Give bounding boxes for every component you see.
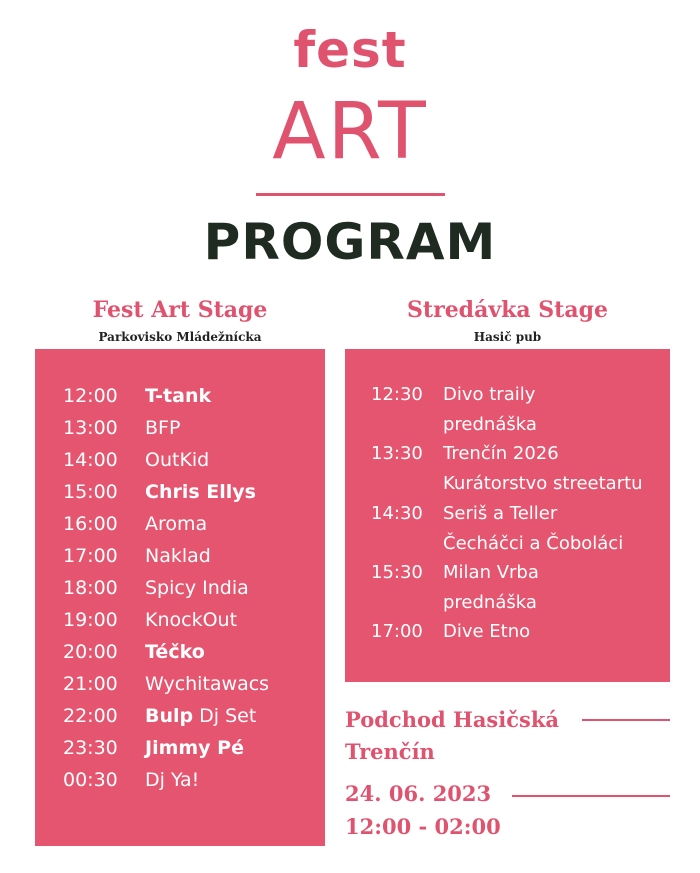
- performer: Naklad: [145, 545, 211, 567]
- venue-street: Podchod Hasičská: [345, 707, 559, 732]
- venue-city: Trenčín: [345, 739, 435, 764]
- schedule-row: [35, 669, 325, 699]
- time: 20:00: [63, 641, 118, 663]
- left-stage-title: Fest Art Stage: [92, 297, 268, 323]
- schedule-row: [35, 509, 325, 539]
- time: 00:30: [63, 769, 118, 791]
- time: 13:00: [63, 417, 118, 439]
- time: 15:00: [63, 481, 118, 503]
- performer: Dive Etno: [443, 621, 531, 642]
- performer-group: [145, 701, 256, 731]
- right-stage-schedule: [345, 349, 670, 682]
- time: 12:00: [63, 385, 118, 407]
- date-divider: [512, 795, 670, 797]
- schedule-row: [35, 573, 325, 603]
- schedule-row: [35, 477, 325, 507]
- performer: Téčko: [145, 641, 205, 663]
- performer: T-tank: [145, 385, 212, 407]
- time: 16:00: [63, 513, 118, 535]
- time: 13:30: [371, 443, 423, 464]
- performer: BFP: [145, 417, 181, 439]
- performer: Milan Vrba: [443, 562, 539, 583]
- page-title: PROGRAM: [203, 213, 497, 271]
- performer: Bulp: [145, 705, 194, 727]
- performer: KnockOut: [145, 609, 238, 631]
- performer: Aroma: [145, 513, 208, 535]
- time: 17:00: [63, 545, 118, 567]
- left-stage-schedule: [35, 349, 325, 846]
- schedule-row: [35, 541, 325, 571]
- schedule-row: [35, 381, 325, 411]
- schedule-row: [35, 733, 325, 763]
- performer: Divo traily: [443, 384, 536, 405]
- time: 18:00: [63, 577, 118, 599]
- performer: Seriš a Teller: [443, 503, 558, 524]
- description: Kurátorstvo streetartu: [443, 473, 643, 494]
- schedule-row: [35, 701, 325, 731]
- description: Čecháčci a Čoboláci: [443, 533, 624, 554]
- schedule-row: [35, 765, 325, 795]
- time: 15:30: [371, 562, 423, 583]
- venue-divider: [582, 719, 670, 721]
- logo-divider: [256, 193, 445, 196]
- logo-fest: fest: [293, 21, 407, 79]
- schedule-row: [35, 605, 325, 635]
- schedule-row: [35, 445, 325, 475]
- schedule-row: [35, 637, 325, 667]
- schedule-row: [35, 413, 325, 443]
- time: 19:00: [63, 609, 118, 631]
- event-date: 24. 06. 2023: [345, 781, 492, 806]
- time: 14:30: [371, 503, 423, 524]
- time: 17:00: [371, 621, 423, 642]
- logo-art: ART: [272, 87, 428, 177]
- time: 22:00: [63, 705, 118, 727]
- performer: Spicy India: [145, 577, 249, 599]
- time: 23:30: [63, 737, 118, 759]
- performer: OutKid: [145, 449, 210, 471]
- time: 21:00: [63, 673, 118, 695]
- performer: Wychitawacs: [145, 673, 270, 695]
- performer-extra: Dj Set: [193, 705, 257, 727]
- left-stage-subtitle: Parkovisko Mládežnícka: [98, 330, 262, 344]
- performer: Jimmy Pé: [145, 737, 244, 759]
- time: 12:30: [371, 384, 423, 405]
- description: prednáška: [443, 592, 537, 613]
- description: prednáška: [443, 414, 537, 435]
- event-hours: 12:00 - 02:00: [345, 814, 501, 839]
- performer: Dj Ya!: [145, 769, 200, 791]
- performer: Chris Ellys: [145, 481, 256, 503]
- right-stage-title: Stredávka Stage: [407, 297, 608, 323]
- time: 14:00: [63, 449, 118, 471]
- right-stage-subtitle: Hasič pub: [473, 330, 542, 344]
- performer: Trenčín 2026: [443, 443, 559, 464]
